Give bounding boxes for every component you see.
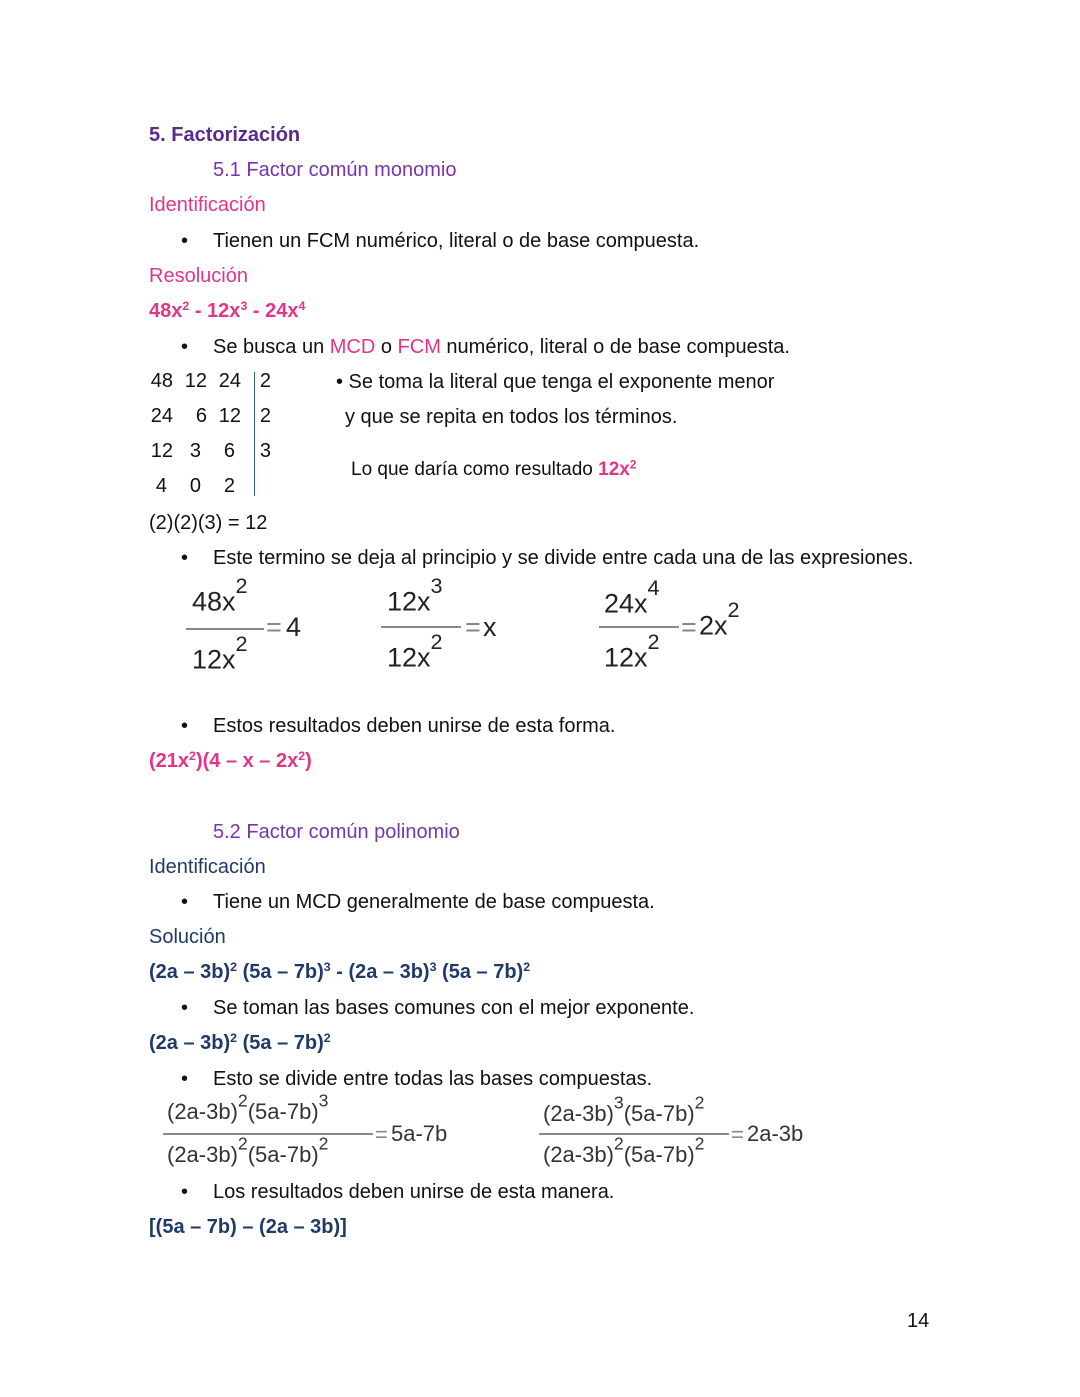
- identificacion-label: Identificación: [149, 194, 266, 216]
- bases-bullet: • Se toman las bases comunes con el mejor exponente.: [213, 996, 694, 1020]
- search-bullet: • Se busca un MCD o FCM numérico, literal o de base compuesta.: [213, 335, 790, 359]
- monomial-expression: $48x^2 - 12x^3 - 24x^4$: [149, 299, 306, 322]
- polynomial-final-result: [(5a – 7b) – (2a – 3b)]: [149, 1216, 347, 1238]
- page-number: 14: [907, 1310, 930, 1332]
- divide-bullet: • Este termino se deja al principio y se divide entre cada una de las expresiones.: [213, 546, 913, 570]
- polynomial-expression: (2a – 3b)$^2$ (5a – 7b)$^3$ - (2a – 3b)$^3$ (5a – 7b)$^2$: [149, 960, 531, 983]
- resolucion-label: Resolución: [149, 265, 248, 287]
- division-divider: [254, 372, 255, 496]
- subsection-title-polinomio: 5.2 Factor común polinomio: [213, 821, 460, 843]
- solucion-label: Solución: [149, 926, 226, 948]
- note-line-2: y que se repita en todos los términos.: [345, 406, 678, 428]
- note-line-1: • Se toma la literal que tenga el exponente menor: [336, 371, 775, 393]
- divide-bullet-2: • Esto se divide entre todas las bases compuestas.: [213, 1067, 652, 1091]
- subsection-title-monomio: 5.1 Factor común monomio: [213, 159, 457, 181]
- identificacion-bullet-2: • Tiene un MCD generalmente de base compuesta.: [213, 890, 655, 914]
- identificacion-label-2: Identificación: [149, 856, 266, 878]
- section-title: 5. Factorización: [149, 124, 301, 146]
- join-bullet-2: • Los resultados deben unirse de esta manera.: [213, 1180, 614, 1204]
- result-note: Lo que daría como resultado $12x^2$: [351, 458, 637, 480]
- common-bases: (2a – 3b)$^2$ (5a – 7b)$^2$: [149, 1031, 331, 1054]
- join-bullet: • Estos resultados deben unirse de esta forma.: [213, 714, 615, 738]
- monomial-final-result: $(21x^2)(4$ – x – $2x^2$): [149, 749, 312, 772]
- prime-product: (2)(2)(3) = 12: [149, 512, 268, 534]
- identificacion-bullet: • Tienen un FCM numérico, literal o de base compuesta.: [213, 229, 699, 253]
